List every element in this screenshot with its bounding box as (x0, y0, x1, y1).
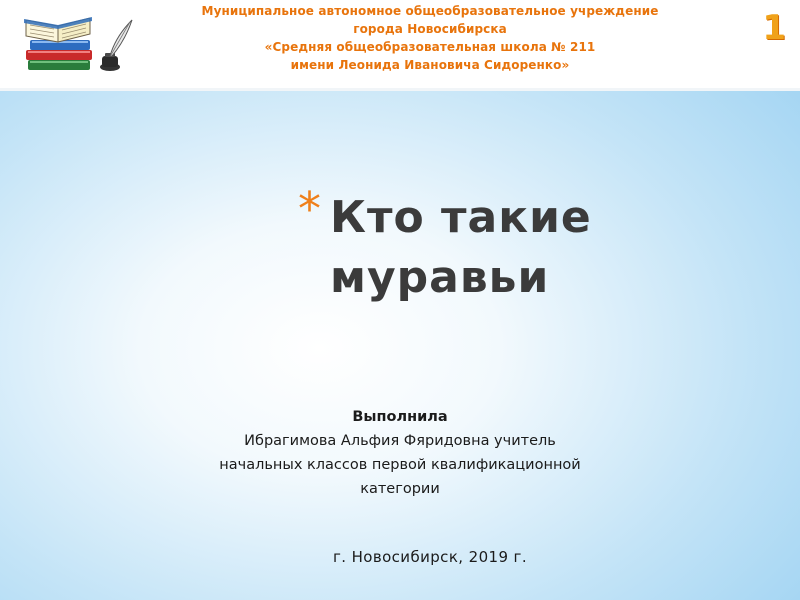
place-date: г. Новосибирск, 2019 г. (332, 548, 528, 566)
slide-number: 1 (762, 8, 786, 48)
books-and-quill-icon (18, 10, 136, 74)
school-line: «Средняя общеобразовательная школа № 211 (264, 40, 596, 54)
school-line: Муниципальное автономное общеобразовательное учреждение (201, 4, 659, 18)
slide-header (0, 0, 800, 88)
school-line: города Новосибирска (353, 22, 507, 36)
author-block (160, 405, 640, 501)
title-bullet: * (298, 182, 321, 236)
title-line: муравьи (330, 252, 550, 303)
title-line: Кто такие (330, 192, 592, 243)
author-line: Ибрагимова Альфия Фяридовна учитель (244, 433, 556, 449)
slide-title (298, 182, 738, 308)
school-name (160, 2, 700, 74)
author-line: категории (360, 481, 440, 497)
header-divider (0, 88, 800, 91)
school-line: имени Леонида Ивановича Сидоренко» (290, 58, 570, 72)
author-line: начальных классов первой квалификационной (219, 457, 581, 473)
author-label: Выполнила (352, 409, 448, 425)
